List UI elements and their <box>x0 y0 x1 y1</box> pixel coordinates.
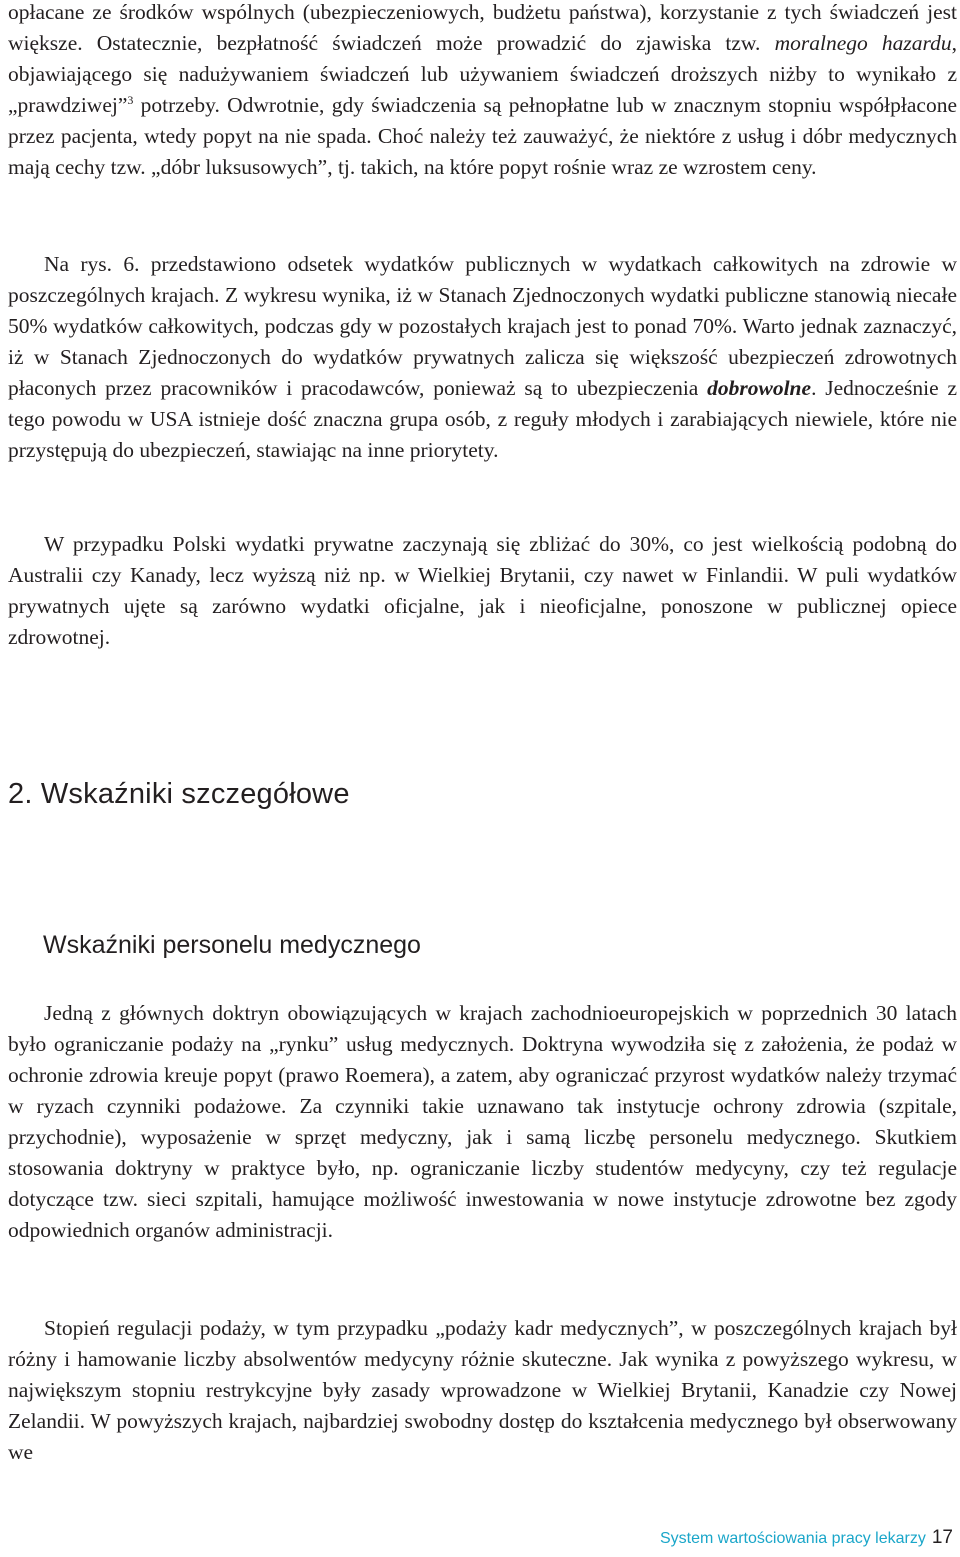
subsection-heading: Wskaźniki personelu medycznego <box>43 931 421 959</box>
italic-term-moral-hazard: moralnego hazardu <box>774 31 952 55</box>
section-heading: 2. Wskaźniki szczegółowe <box>8 778 350 810</box>
paragraph-1-text-a: opłacane ze środków wspólnych (ubezpieczeniowych, budżetu państwa), korzystanie z tych świadczeń jest większe. Ostatecznie, bezpłatność świadczeń może prowadzić do zjawiska tzw. <box>8 0 957 55</box>
paragraph-public-expenditure <box>8 249 957 466</box>
emphasis-voluntary: dobrowolne <box>707 376 812 400</box>
footnote-marker[interactable]: 3 <box>127 92 134 107</box>
paragraph-2-text-b: . Jednocześnie z tego powodu w USA istnieje dość znaczna grupa osób, z reguły młodych i zarabiających niewiele, które nie przystępują do ubezpieczeń, stawiając na inne priorytety. <box>8 376 957 462</box>
paragraph-1-text-c: potrzeby. Odwrotnie, gdy świadczenia są pełnopłatne lub w znacznym stopniu współpłacone przez pacjenta, wtedy popyt na nie spada. Choć należy też zauważyć, że niektóre z usług i dóbr medycznych mają cechy tzw. „dóbr luksusowych”, tj. takich, na które popyt rośnie wraz ze wzrostem ceny. <box>8 93 957 179</box>
paragraph-poland-private-expenditure: W przypadku Polski wydatki prywatne zaczynają się zbliżać do 30%, co jest wielkością podobną do Australii czy Kanady, lecz wyższą niż np. w Wielkiej Brytanii, czy nawet w Finlandii. W puli wydatków prywatnych ujęte są zarówno wydatki oficjalne, jak i nieoficjalne, ponoszone w publicznej opiece zdrowotnej. <box>8 532 957 649</box>
paragraph-2-text-a: Na rys. 6. przedstawiono odsetek wydatków publicznych w wydatkach całkowitych na zdrowie w poszczególnych krajach. Z wykresu wynika, iż w Stanach Zjednoczonych wydatki publiczne stanowią niecałe 50% wydatków całkowitych, podczas gdy w pozostałych krajach jest to ponad 70%. Warto jednak zaznaczyć, iż w Stanach Zjednoczonych do wydatków prywatnych zalicza się większość ubezpieczeń zdrowotnych płaconych przez pracowników i pracodawców, ponieważ są to ubezpieczenia <box>8 252 957 400</box>
paragraph-supply-doctrine: Jedną z głównych doktryn obowiązujących w krajach zachodnioeuropejskich w poprzednich 30 latach było ograniczanie podaży na „rynku” usług medycznych. Doktryna wywodziła się z założenia, że podaż w ochronie zdrowia kreuje popyt (prawo Roemera), a zatem, aby ograniczać przyrost wydatków należy trzymać w ryzach czynniki podażowe. Za czynniki takie uznawano tak instytucje ochrony zdrowia (szpitale, przychodnie), wyposażenie w sprzęt medyczny, jak i samą liczbę personelu medycznego. Skutkiem stosowania doktryny w praktyce było, np. ograniczanie liczby studentów medycyny, czy też regulacje dotyczące tzw. sieci szpitali, hamujące możliwość inwestowania w nowe instytucje zdrowotne bez zgody odpowiednich organów administracji. <box>8 1001 957 1242</box>
paragraph-supply-regulation: Stopień regulacji podaży, w tym przypadku „podaży kadr medycznych”, w poszczególnych krajach był różny i hamowanie liczby absolwentów medycyny różnie skuteczne. Jak wynika z powyższego wykresu, w największym stopniu restrykcyjne były zasady wprowadzone w Wielkiej Brytanii, Kanadzie czy Nowej Zelandii. W powyższych krajach, najbardziej swobodny dostęp do kształcenia medycznego był obserwowany we <box>8 1316 957 1464</box>
paragraph-moral-hazard <box>8 0 957 183</box>
page-number: 17 <box>931 1527 953 1548</box>
paragraph-1-text-b: , objawiającego się nadużywaniem świadczeń lub używaniem świadczeń droższych niżby to wynikało z „prawdziwej” <box>8 31 957 117</box>
footer-publication-title: System wartościowania pracy lekarzy <box>659 1530 926 1547</box>
page-footer <box>660 1527 953 1549</box>
